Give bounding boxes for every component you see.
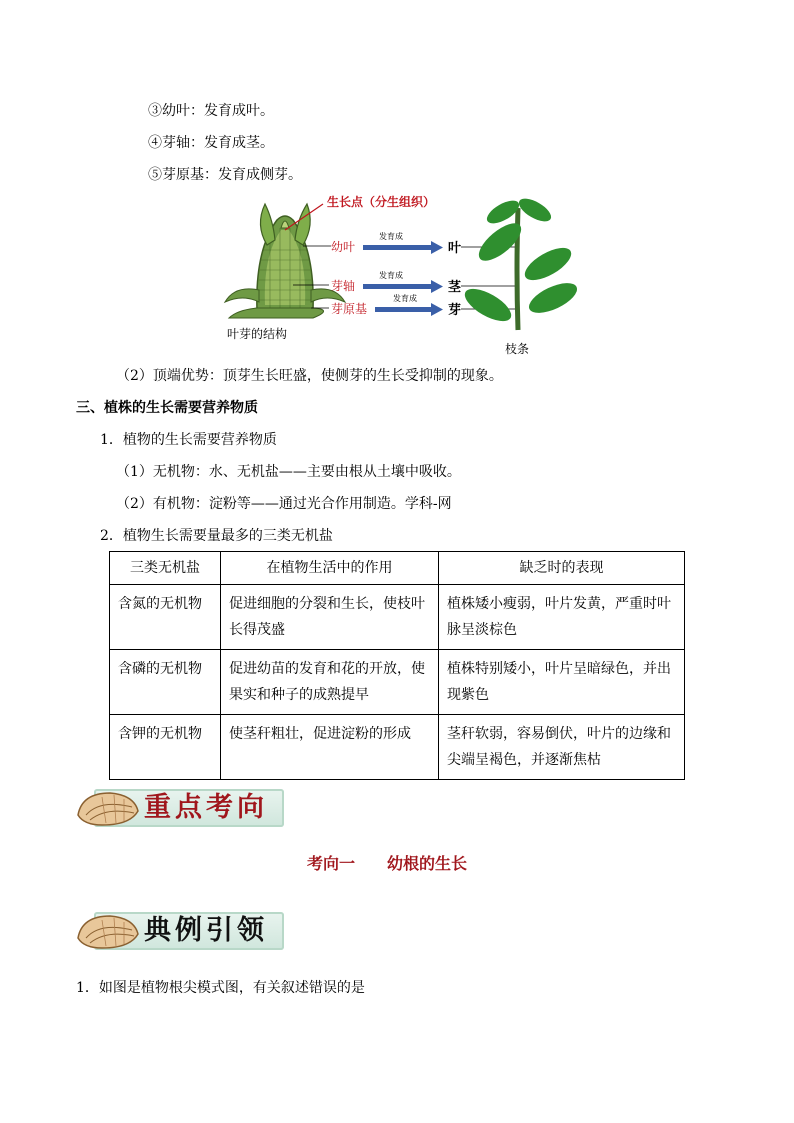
- arrow-label-stem: 发育成: [379, 271, 403, 280]
- banner-examples-text: 典例引领: [144, 915, 268, 946]
- table-row: [110, 715, 685, 780]
- table-cell: 茎秆软弱，容易倒伏，叶片的边缘和尖端呈褐色，并逐渐焦枯: [439, 715, 685, 780]
- section3-item2: 2．植物生长需要量最多的三类无机盐: [100, 528, 333, 544]
- section3-heading: 三、植株的生长需要营养物质: [76, 400, 258, 416]
- arrow-label-bud: 发育成: [393, 294, 417, 303]
- question-1: 1．如图是植物根尖模式图，有关叙述错误的是: [76, 980, 365, 996]
- caption-leaf-bud-structure: 叶芽的结构: [227, 327, 288, 341]
- shell-icon: [72, 785, 152, 831]
- leaf-bud-figure: [215, 190, 585, 360]
- table-cell: 植株特别矮小，叶片呈暗绿色，并出现紫色: [439, 650, 685, 715]
- table-header-cell: 缺乏时的表现: [439, 552, 685, 585]
- banner-key-topics-text: 重点考向: [144, 792, 268, 823]
- result-stem: 茎: [448, 280, 462, 295]
- table-cell: 促进细胞的分裂和生长，使枝叶长得茂盛: [221, 585, 439, 650]
- intro-item-bud-axis: ④芽轴：发育成茎。: [148, 135, 274, 151]
- section3-item1a: （1）无机物：水、无机盐——主要由根从土壤中吸收。: [116, 464, 461, 480]
- label-young-leaf: 幼叶: [331, 240, 356, 254]
- table-cell: 含磷的无机物: [110, 650, 221, 715]
- arrow-stem: [363, 280, 443, 293]
- table-cell: 促进幼苗的发育和花的开放，使果实和种子的成熟提早: [221, 650, 439, 715]
- table-cell: 使茎秆粗壮，促进淀粉的形成: [221, 715, 439, 780]
- section3-item1: 1．植物的生长需要营养物质: [100, 432, 277, 448]
- leaf-bud-illustration: [225, 204, 345, 318]
- topic-title: 考向一 幼根的生长: [307, 854, 468, 873]
- table-row: [110, 650, 685, 715]
- label-growth-point: 生长点（分生组织）: [327, 195, 436, 209]
- intro-item-young-leaf: ③幼叶：发育成叶。: [148, 103, 274, 119]
- result-bud: 芽: [448, 303, 462, 318]
- label-bud-primordium: 芽原基: [331, 302, 368, 316]
- label-bud-axis: 芽轴: [331, 279, 356, 293]
- table-header-cell: 三类无机盐: [110, 552, 221, 585]
- banner-key-topics: [72, 785, 286, 831]
- mineral-salts-table: [109, 551, 685, 780]
- caption-branch: 枝条: [505, 342, 530, 356]
- branch-illustration: [460, 194, 581, 330]
- intro-item-bud-primordium: ⑤芽原基：发育成侧芽。: [148, 167, 302, 183]
- table-cell: 含钾的无机物: [110, 715, 221, 780]
- table-header-row: [110, 552, 685, 585]
- section3-item1b: （2）有机物：淀粉等——通过光合作用制造。学科-网: [116, 496, 452, 512]
- table-row: [110, 585, 685, 650]
- arrow-bud: [375, 303, 443, 316]
- arrow-label-leaf: 发育成: [379, 232, 403, 241]
- table-header-cell: 在植物生活中的作用: [221, 552, 439, 585]
- apical-dominance: （2）顶端优势：顶芽生长旺盛，使侧芽的生长受抑制的现象。: [116, 368, 503, 384]
- arrow-leaf: [363, 241, 443, 254]
- result-leaf: 叶: [448, 241, 462, 256]
- shell-icon: [72, 908, 152, 954]
- table-cell: 含氮的无机物: [110, 585, 221, 650]
- table-cell: 植株矮小瘦弱，叶片发黄，严重时叶脉呈淡棕色: [439, 585, 685, 650]
- banner-examples: [72, 908, 286, 954]
